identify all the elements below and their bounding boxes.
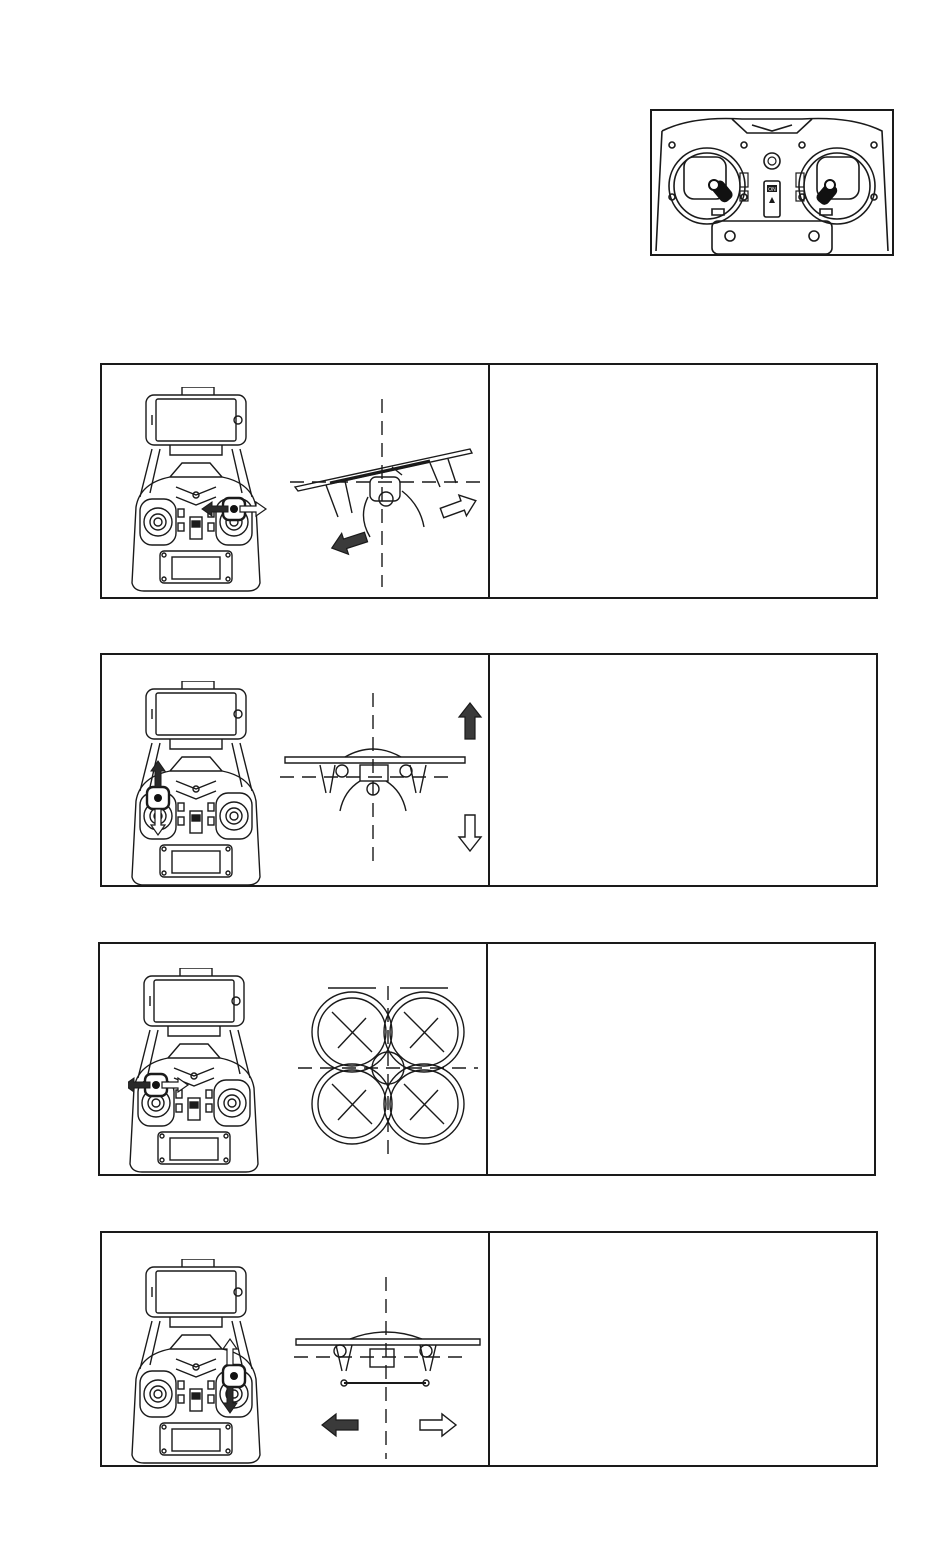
yaw-illustration: [128, 968, 488, 1176]
yaw-description: [500, 954, 864, 1164]
panel-throttle: [100, 653, 878, 887]
pitch-illustration: [130, 1259, 490, 1467]
panel-yaw: [98, 942, 876, 1176]
pitch-description: [502, 1243, 866, 1455]
power-on-label: ON: [768, 187, 776, 193]
transmitter-closeup-image: [650, 109, 894, 256]
throttle-illustration: [130, 681, 490, 887]
roll-description: [502, 375, 866, 587]
panel-pitch: [100, 1231, 878, 1467]
throttle-description: [502, 665, 866, 875]
transmitter-closeup-drawing: [652, 111, 892, 254]
roll-illustration: [130, 387, 490, 597]
panel-roll: [100, 363, 878, 599]
